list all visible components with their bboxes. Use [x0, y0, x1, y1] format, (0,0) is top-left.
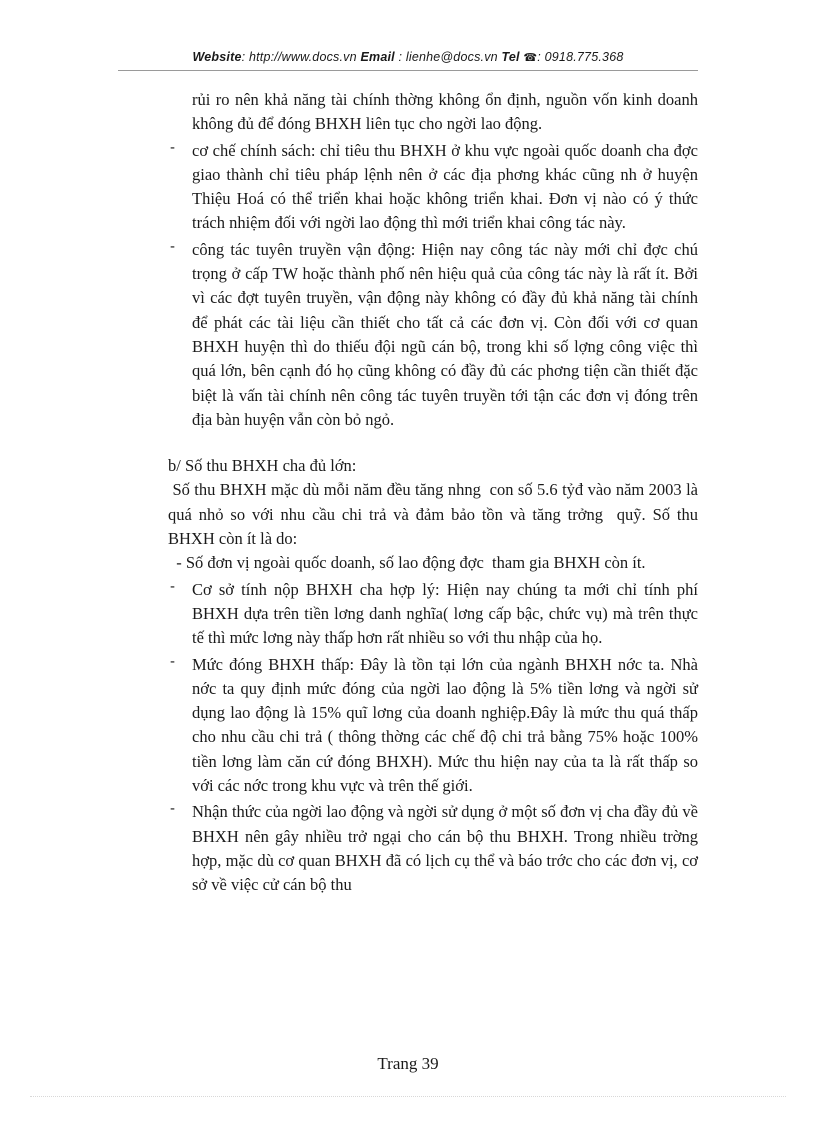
email-label: Email [360, 50, 395, 64]
intro-continuation: rủi ro nên khả năng tài chính thờng không ổn định, nguồn vốn kinh doanh không đủ để đóng BHXH liên tục cho ngời lao động. [192, 90, 698, 134]
tel-label: Tel [501, 50, 520, 64]
bullet-text: Mức đóng BHXH thấp: Đây là tồn tại lớn của ngành BHXH nớc ta. Nhà nớc ta quy định mức đóng của ngời lao động là 5% tiền lơng và ngời sử dụng lao động là 15% quĩ lơng của doanh nghiệp.Đây là mức thu quá thấp cho nhu cầu chi trả ( thông thờng các chế độ chi trả bằng 75% hoặc 100% tiền lơng làm căn cứ đóng BHXH). Mức thu hiện nay của ta là rất thấp so với các nớc trong khu vực và trên thế giới. [192, 654, 698, 796]
section-paragraph: Số thu BHXH mặc dù mỗi năm đều tăng nhng con số 5.6 tỷđ vào năm 2003 là quá nhỏ so với nhu cầu chi trả và đảm bảo tồn và tăng trởng quỹ. Số thu BHXH còn ít là do: [168, 480, 703, 549]
bullet-item [168, 578, 698, 651]
page-header [0, 50, 816, 64]
bullet-dash: - [170, 652, 175, 670]
header-divider [118, 70, 698, 71]
bullet-item [168, 238, 698, 432]
section-subitem: - Số đơn vị ngoài quốc doanh, số lao động đợc tham gia BHXH còn ít. [168, 553, 646, 573]
bullet-dash: - [170, 138, 175, 156]
website-label: Website [192, 50, 242, 64]
website-value: : http://www.docs.vn [241, 50, 357, 64]
bullet-dash: - [170, 800, 175, 818]
bullet-item [168, 800, 698, 897]
section-heading: b/ Số thu BHXH cha đủ lớn: [168, 456, 357, 476]
bullet-text: công tác tuyên truyền vận động: Hiện nay công tác này mới chỉ đợc chú trọng ở cấp TW hoặc thành phố nên hiệu quả của công tác này là rất ít. Bởi vì các đợt tuyên truyền, vận động này không có đầy đủ khả năng tài chính để phát các tài liệu cần thiết cho tất cả các đơn vị. Còn đối với cơ quan BHXH huyện thì do thiếu đội ngũ cán bộ, trong khi số lợng công việc thì quá lớn, bên cạnh đó họ cũng không có đầy đủ các phơng tiện cần thiết đặc biệt là vấn tài chính nên công tác tuyên truyền tới tận các đơn vị đóng trên địa bàn huyện vẫn còn bỏ ngỏ. [192, 239, 698, 429]
bullet-dash: - [170, 577, 175, 595]
bullet-dash: - [170, 237, 175, 255]
bullet-text: Nhận thức của ngời lao động và ngời sử dụng ở một số đơn vị cha đầy đủ về BHXH nên gây nhiều trở ngại cho cán bộ thu BHXH. Trong nhiều trờng hợp, mặc dù cơ quan BHXH đã có lịch cụ thể và báo trớc cho các đơn vị, cơ sở về việc cử cán bộ thu [192, 802, 698, 895]
bullet-item [168, 653, 698, 799]
bullet-text: Cơ sở tính nộp BHXH cha hợp lý: Hiện nay chúng ta mới chỉ tính phí BHXH dựa trên tiền lơng danh nghĩa( lơng cấp bậc, chức vụ) mà trên thực tế thì mức lơng này thấp hơn rất nhiều so với thu nhập của họ. [192, 579, 698, 648]
bullet-text: cơ chế chính sách: chỉ tiêu thu BHXH ở khu vực ngoài quốc doanh cha đợc giao thành chỉ tiêu pháp lệnh nên ở các địa phơng khác cũng nh ở huyện Thiệu Hoá có thể triển khai hoặc không triển khai. Đơn vị nào có ý thức trách nhiệm đối với ngời lao động thì mới triển khai công tác này. [192, 140, 698, 233]
bottom-divider [30, 1096, 786, 1097]
tel-value: : 0918.775.368 [537, 50, 624, 64]
phone-icon: ☎ [523, 52, 538, 64]
bullet-item [168, 139, 698, 236]
email-value: : lienhe@docs.vn [398, 50, 498, 64]
document-body [168, 88, 703, 898]
page-number: Trang 39 [377, 1054, 439, 1073]
